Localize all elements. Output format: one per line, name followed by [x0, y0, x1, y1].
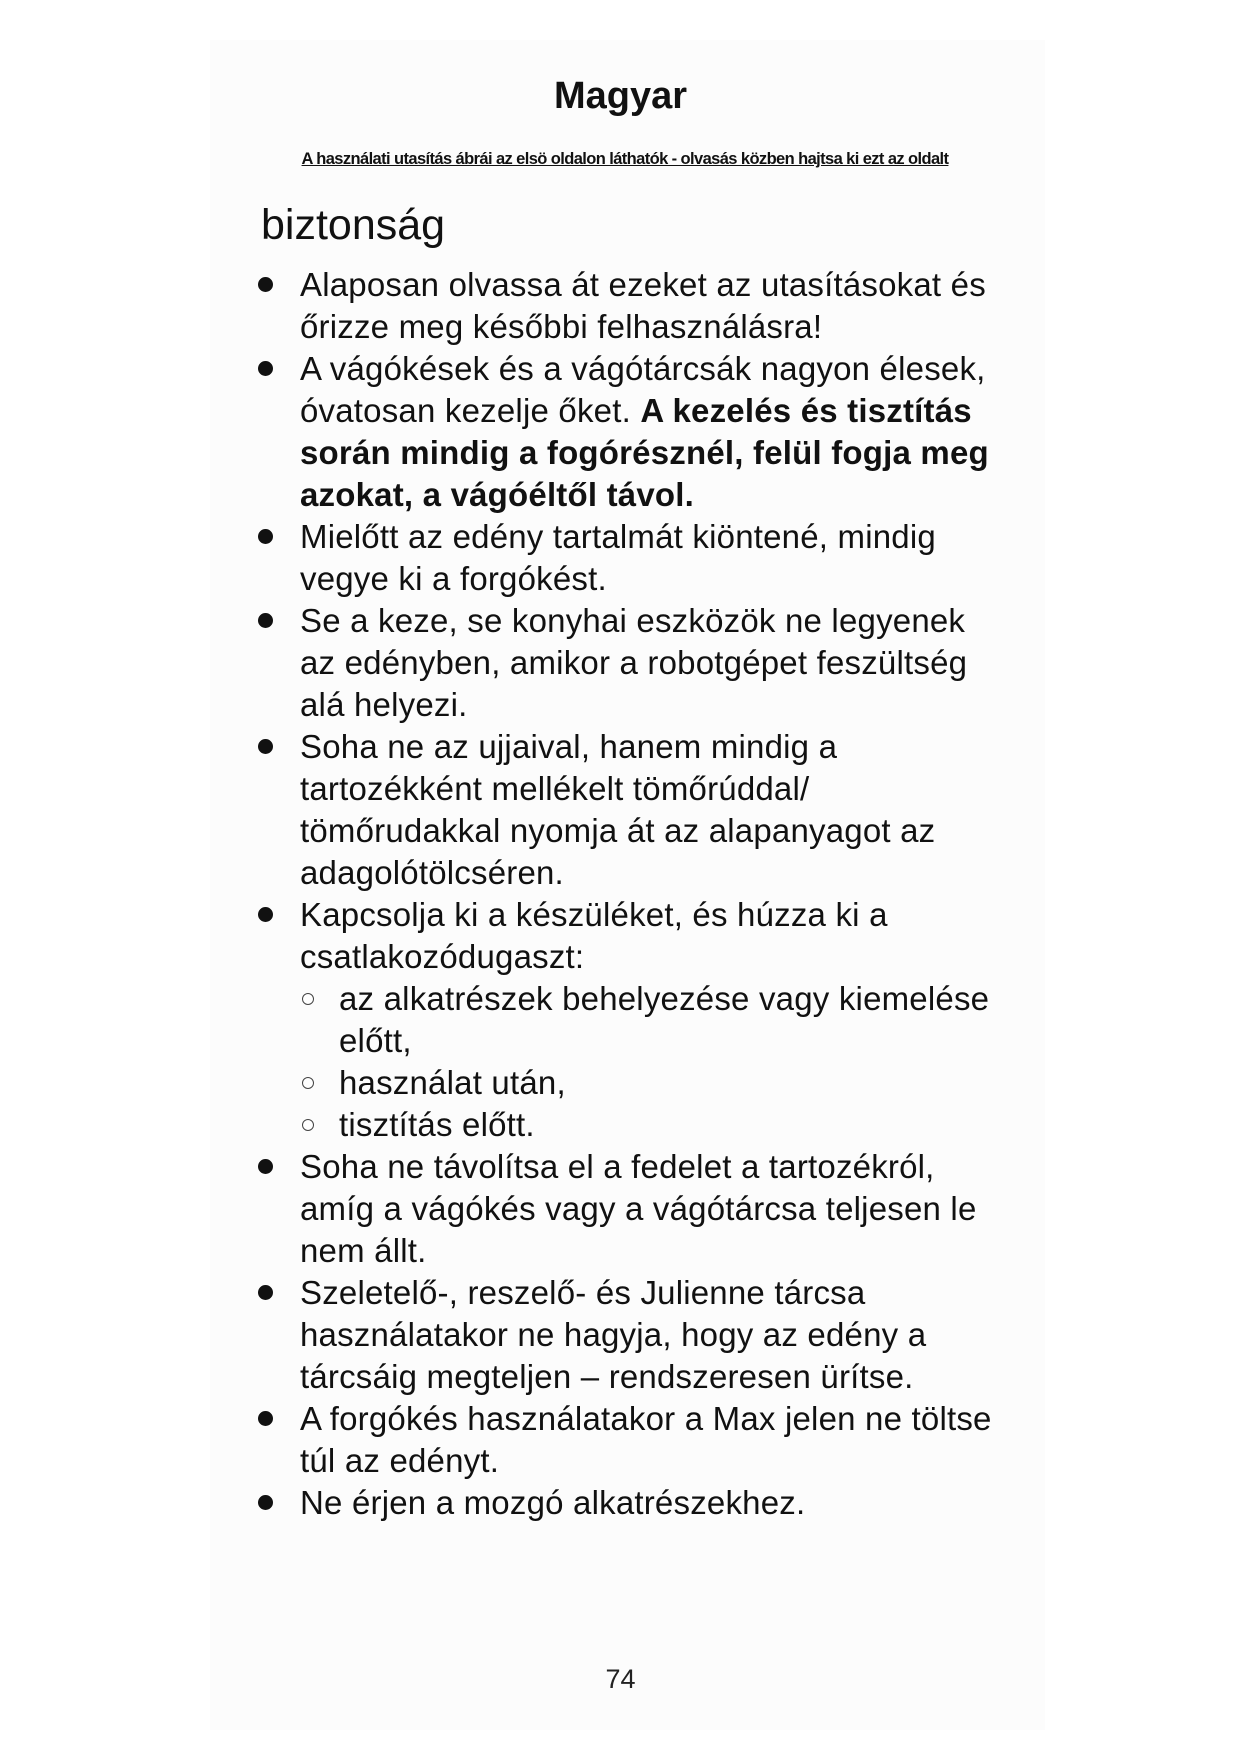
- sub-list-item: [257, 978, 997, 1062]
- circle-bullet-icon: [302, 993, 314, 1005]
- list-item: [257, 1146, 997, 1272]
- sub-list-item-text: használat után,: [339, 1064, 566, 1101]
- list-item-text: A vágókések és a vágótárcsák nagyon élesek, óvatosan kezelje őket.: [300, 350, 986, 429]
- list-item: [257, 600, 997, 726]
- list-item-text: A forgókés használatakor a Max jelen ne töltse túl az edényt.: [300, 1400, 992, 1479]
- bullet-icon: [258, 613, 273, 628]
- bullet-icon: [258, 1495, 273, 1510]
- fold-out-note: A használati utasítás ábrái az elsö oldalon láthatók - olvasás közben hajtsa ki ezt az oldalt: [301, 150, 949, 168]
- sub-list-item: [257, 1104, 997, 1146]
- list-item-text: Se a keze, se konyhai eszközök ne legyenek az edényben, amikor a robotgépet feszültség alá helyezi.: [300, 602, 968, 723]
- bullet-icon: [258, 739, 273, 754]
- bullet-icon: [258, 529, 273, 544]
- list-item: [257, 348, 997, 516]
- safety-list: [257, 264, 997, 1524]
- list-item: [257, 726, 997, 894]
- bullet-icon: [258, 277, 273, 292]
- sub-list-item: [257, 1062, 997, 1104]
- circle-bullet-icon: [302, 1119, 314, 1131]
- list-item-text: Szeletelő-, reszelő- és Julienne tárcsa használatakor ne hagyja, hogy az edény a tárcsáig megteljen – rendszeresen ürítse.: [300, 1274, 927, 1395]
- list-item-text: Ne érjen a mozgó alkatrészekhez.: [300, 1484, 806, 1521]
- list-item: [257, 894, 997, 978]
- list-item: [257, 1272, 997, 1398]
- bullet-icon: [258, 1159, 273, 1174]
- list-item-text: Kapcsolja ki a készüléket, és húzza ki a csatlakozódugaszt:: [300, 896, 888, 975]
- list-item: [257, 1398, 997, 1482]
- list-item-text: Alaposan olvassa át ezeket az utasításokat és őrizze meg későbbi felhasználásra!: [300, 266, 986, 345]
- list-item-text: Soha ne távolítsa el a fedelet a tartozékról, amíg a vágókés vagy a vágótárcsa teljesen le nem állt.: [300, 1148, 977, 1269]
- circle-bullet-icon: [302, 1077, 314, 1089]
- sub-list-item-text: az alkatrészek behelyezése vagy kiemelése előtt,: [339, 980, 990, 1059]
- bullet-icon: [258, 361, 273, 376]
- bullet-icon: [258, 1285, 273, 1300]
- sub-list-item-text: tisztítás előtt.: [339, 1106, 535, 1143]
- page-number: 74: [605, 1664, 636, 1694]
- list-item: [257, 516, 997, 600]
- section-heading: biztonság: [261, 201, 446, 249]
- bullet-icon: [258, 907, 273, 922]
- list-item: [257, 264, 997, 348]
- page-title: Magyar: [553, 75, 688, 117]
- list-item-bold-text: A kezelés és tisztítás során mindig a fogórésznél, felül fogja meg azokat, a vágóéltől távol.: [300, 392, 989, 513]
- bullet-icon: [258, 1411, 273, 1426]
- list-item-text: Soha ne az ujjaival, hanem mindig a tartozékként mellékelt tömőrúddal/ tömőrudakkal nyomja át az alapanyagot az adagolótölcséren.: [300, 728, 936, 891]
- list-item: [257, 1482, 997, 1524]
- list-item-text: Mielőtt az edény tartalmát kiöntené, mindig vegye ki a forgókést.: [300, 518, 936, 597]
